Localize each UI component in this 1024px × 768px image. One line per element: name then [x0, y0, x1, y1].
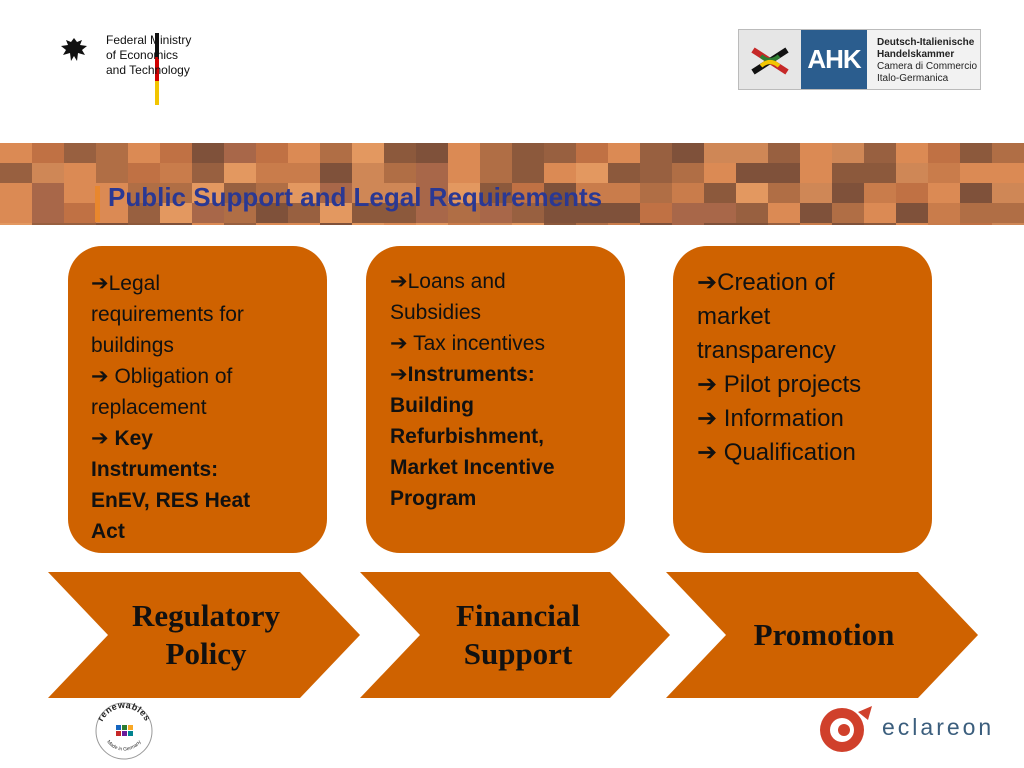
renewables-sub: Made in Germany — [105, 739, 143, 753]
chevron-label-line: Policy — [165, 636, 247, 671]
eagle-icon — [60, 35, 88, 65]
box-line-text: Loans and — [407, 270, 506, 293]
box-line-text: Building — [390, 394, 474, 417]
regulatory-box — [68, 246, 327, 553]
box-line-text: Refurbishment, — [390, 425, 545, 448]
box-line-text: Act — [91, 520, 125, 543]
financial-box — [366, 246, 625, 553]
ahk-names — [877, 37, 977, 85]
box-line-text: Subsidies — [390, 301, 482, 324]
box-line — [91, 454, 307, 485]
box-line-text: Information — [717, 405, 844, 432]
box-line-text: Qualification — [717, 439, 856, 466]
arrow-right-icon: ➔ — [91, 272, 109, 295]
box-line — [91, 268, 307, 299]
box-line — [697, 436, 918, 470]
arrow-right-icon: ➔ — [91, 427, 109, 450]
ministry-line: and Technology — [106, 63, 190, 77]
ahk-word: AHK — [801, 30, 867, 89]
box-line — [91, 330, 307, 361]
eclareon-word: eclareon — [882, 714, 995, 740]
ministry-logo — [60, 33, 210, 108]
ministry-name — [106, 33, 191, 78]
box-line-text: EnEV, RES Heat — [91, 489, 251, 512]
arrow-right-icon: ➔ — [697, 371, 718, 398]
box-line — [91, 361, 307, 392]
arrow-right-icon: ➔ — [697, 269, 718, 296]
box-line-text: Legal — [108, 272, 160, 295]
box-line-text: Pilot projects — [717, 371, 862, 398]
box-line-text: Market Incentive — [390, 456, 555, 479]
box-line — [390, 359, 607, 390]
eclareon-mark-icon — [818, 704, 874, 756]
ahk-line: Italo-Germanica — [877, 73, 949, 84]
box-line — [91, 299, 307, 330]
box-line — [697, 300, 918, 334]
box-line — [697, 266, 918, 300]
ahk-mark-icon — [739, 30, 801, 89]
ahk-line: Deutsch-Italienische — [877, 37, 975, 48]
box-line — [390, 266, 607, 297]
eclareon-logo — [818, 704, 995, 756]
ahk-logo — [738, 29, 981, 90]
box-line — [390, 421, 607, 452]
box-line-text: buildings — [91, 334, 174, 357]
arrow-right-icon: ➔ — [91, 365, 109, 388]
chevron-label-regulatory — [100, 572, 312, 698]
chevron-label-line: Support — [463, 636, 573, 671]
box-line — [697, 368, 918, 402]
box-line — [390, 297, 607, 328]
title-accent-bar — [95, 186, 100, 222]
arrow-right-icon: ➔ — [697, 439, 718, 466]
ministry-line: of Economics — [106, 48, 179, 62]
slide-title: Public Support and Legal Requirements — [108, 182, 603, 212]
box-line-text: transparency — [697, 337, 836, 364]
arrow-right-icon: ➔ — [390, 363, 408, 386]
arrow-right-icon: ➔ — [390, 332, 408, 355]
box-line-text: Obligation of — [108, 365, 233, 388]
box-line-text: Instruments: — [91, 458, 219, 481]
ministry-line: Federal Ministry — [106, 33, 192, 47]
box-line — [697, 334, 918, 368]
box-line-text: market — [697, 303, 771, 330]
promotion-box — [673, 246, 932, 553]
renewables-word: renewables — [95, 700, 153, 723]
box-line-text: Instruments: — [407, 363, 535, 386]
box-line — [91, 423, 307, 454]
box-line — [390, 483, 607, 514]
box-line — [91, 485, 307, 516]
chevron-label-promotion — [718, 572, 930, 698]
ahk-line: Handelskammer — [877, 49, 955, 60]
box-line — [91, 516, 307, 547]
box-line — [390, 390, 607, 421]
box-line — [390, 452, 607, 483]
ahk-line: Camera di Commercio — [877, 61, 978, 72]
box-line-text: Creation of — [717, 269, 835, 296]
box-line-text: replacement — [91, 396, 207, 419]
box-line — [91, 392, 307, 423]
box-line — [697, 402, 918, 436]
box-line-text: Key — [108, 427, 153, 450]
chevron-label-financial — [412, 572, 624, 698]
box-line-text: Program — [390, 487, 477, 510]
arrow-right-icon: ➔ — [697, 405, 718, 432]
chevron-label-line: Promotion — [753, 617, 895, 652]
chevron-label-line: Financial — [455, 598, 580, 633]
box-line-text: requirements for — [91, 303, 244, 326]
chevron-label-line: Regulatory — [131, 598, 281, 633]
box-line-text: Tax incentives — [407, 332, 545, 355]
renewables-logo — [92, 700, 156, 760]
box-line — [390, 328, 607, 359]
arrow-right-icon: ➔ — [390, 270, 408, 293]
